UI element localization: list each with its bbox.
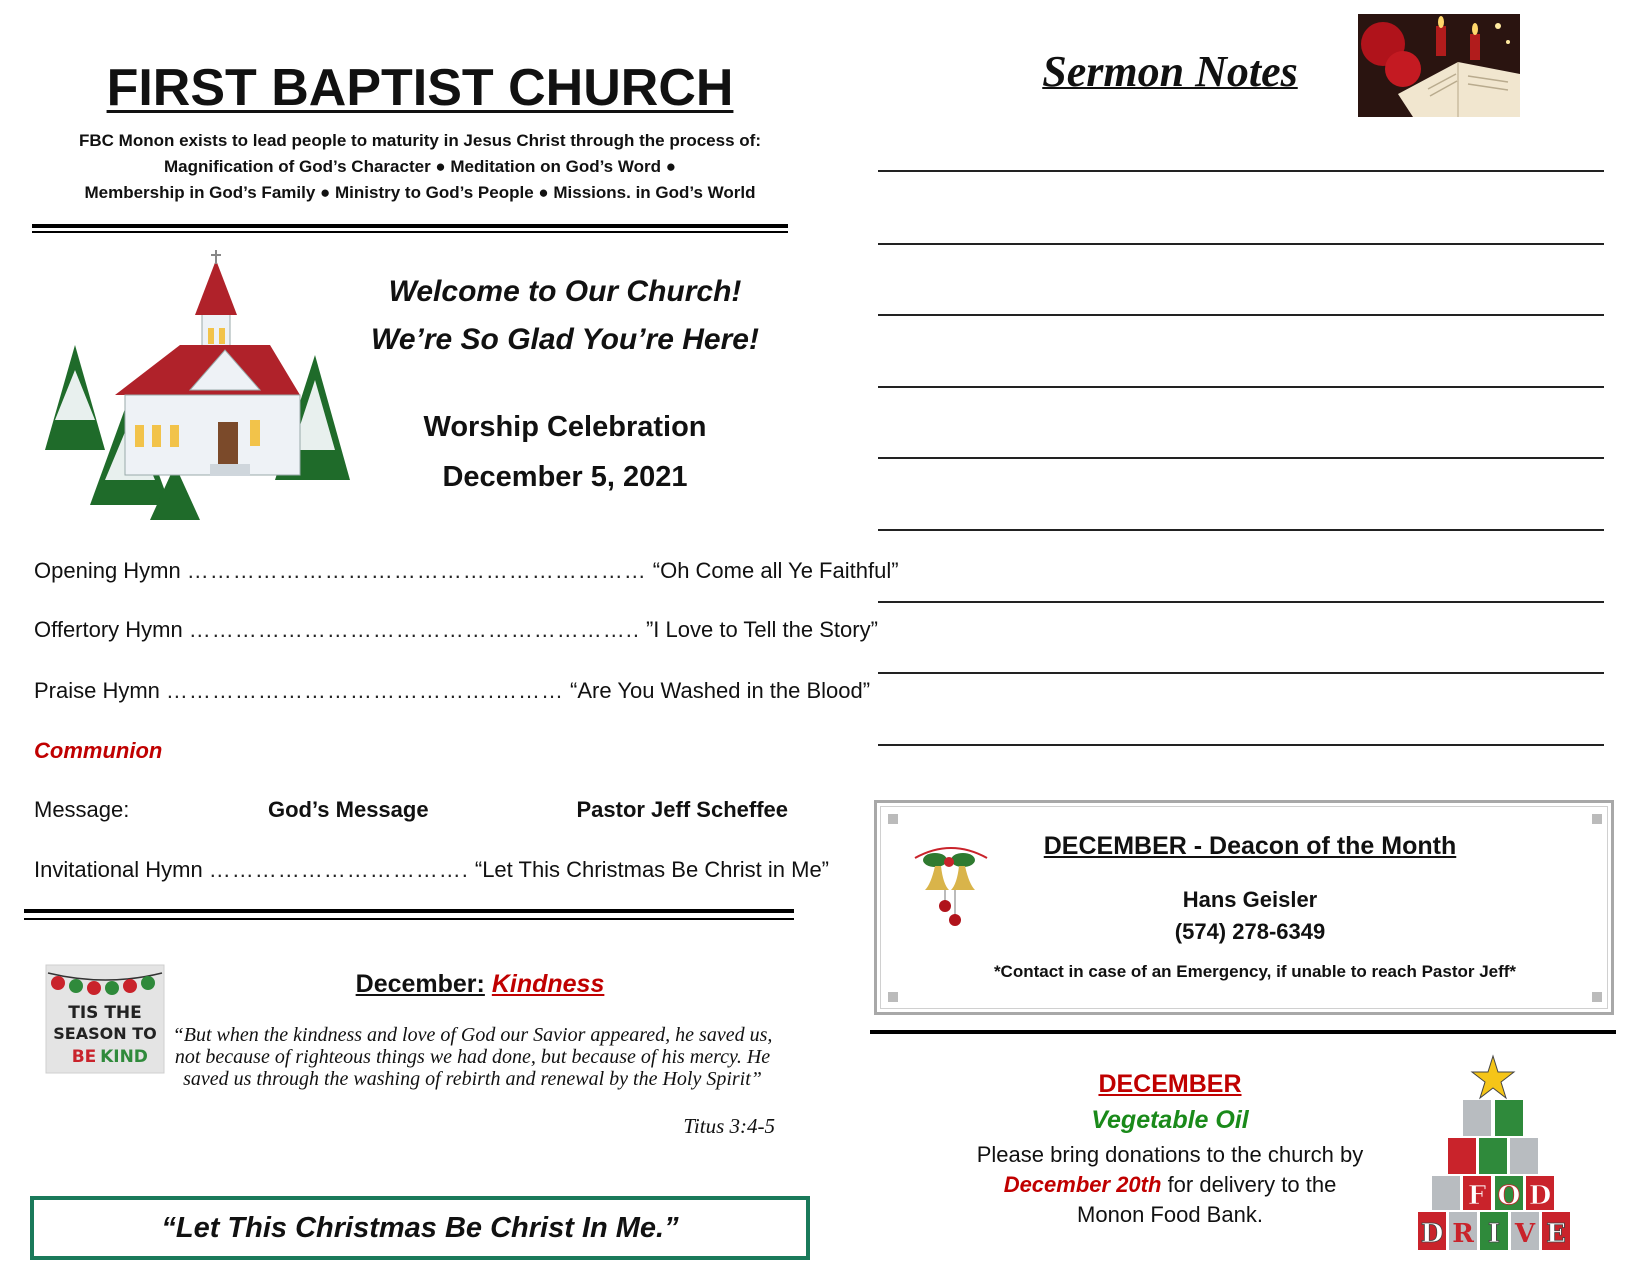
bible-candle-photo [1358,14,1520,117]
sign-text: TIS THE [68,1003,142,1023]
divider [32,224,788,228]
divider [24,918,794,920]
mission-line: Membership in God’s Family ● Ministry to God’s People ● Missions. in God’s World [84,183,756,202]
service-heading [360,402,770,502]
note-line [878,601,1604,603]
scripture-reference: Titus 3:4-5 [683,1114,775,1138]
message-speaker: Pastor Jeff Scheffee [576,797,788,822]
church-illustration [30,250,350,520]
food-drive-text: Please bring donations to the church by December 20th for delivery to the Monon Food Bank. [976,1142,1364,1227]
mission-statement [40,128,800,206]
svg-text:O: O [1497,1181,1521,1211]
season-to-be-kind-sign [46,965,164,1073]
theme-text: “Let This Christmas Be Christ In Me.” [161,1212,679,1244]
deacon-contact [1100,884,1400,948]
order-item-invitational-hymn: Invitational Hymn ……………………………. “Let This Christmas Be Christ in Me” [34,857,830,882]
deacon-phone: (574) 278-6349 [1174,919,1326,944]
kindness-heading: December: Kindness [355,970,605,998]
leader-dots: …………………………………….……… [165,678,565,703]
svg-text:I: I [1487,1219,1501,1249]
svg-text:D: D [1528,1181,1552,1211]
svg-text:D: D [1420,1219,1444,1249]
corner-ornament [888,814,898,824]
service-name: Worship Celebration [423,411,707,443]
welcome-line: Welcome to Our Church! [388,275,742,308]
corner-ornament [888,992,898,1002]
corner-ornament [1592,814,1602,824]
welcome-message [360,268,770,364]
christmas-bells-icon [905,838,997,928]
communion-label: Communion [34,738,163,763]
svg-text:BE: BE [71,1047,97,1067]
svg-text:F: F [1467,1181,1487,1211]
leader-dots: …………………………………………………… [186,558,647,583]
note-line [878,243,1604,245]
deacon-note: *Contact in case of an Emergency, if unable to reach Pastor Jeff* [993,962,1517,981]
svg-text:E: E [1546,1219,1566,1249]
order-item-offertory-hymn: Offertory Hymn ………………………………………………….. ”I Love to Tell the Story” [34,617,878,642]
deacon-name: Hans Geisler [1182,887,1318,912]
page-title: FIRST BAPTIST CHURCH [106,59,734,117]
divider [32,231,788,233]
deacon-heading: DECEMBER - Deacon of the Month [1043,832,1457,860]
svg-text:KIND: KIND [100,1047,148,1067]
welcome-line: We’re So Glad You’re Here! [371,323,759,356]
food-drive-cans-illustration [1408,1052,1578,1254]
note-line [878,529,1604,531]
divider [24,909,794,913]
message-title: God’s Message [268,797,429,822]
svg-text:R: R [1452,1219,1474,1249]
note-line [878,457,1604,459]
note-line [878,170,1604,172]
food-drive-item: Vegetable Oil [1091,1106,1249,1134]
service-date: December 5, 2021 [442,461,688,493]
order-item-message: Message: God’s Message Pastor Jeff Scheffee [34,797,788,822]
note-line [878,314,1604,316]
food-drive-date: December 20th [1003,1172,1162,1197]
sermon-notes-title: Sermon Notes [1042,47,1298,96]
leader-dots: ……………………………. [208,857,469,882]
order-item-opening-hymn: Opening Hymn …………………………………………………… “Oh Come all Ye Faithful” [34,558,899,583]
order-item-praise-hymn: Praise Hymn …………………………………….……… “Are You Washed in the Blood” [34,678,871,703]
leader-dots: ………………………………………………….. [188,617,640,642]
mission-line: FBC Monon exists to lead people to maturity in Jesus Christ through the process of: [79,131,761,150]
note-line [878,672,1604,674]
food-drive-month: DECEMBER [1098,1070,1242,1098]
corner-ornament [1592,992,1602,1002]
note-line [878,744,1604,746]
svg-text:SEASON TO: SEASON TO [53,1024,157,1043]
scripture-verse: “But when the kindness and love of God our Savior appeared, he saved us, not because of righteous things we had done, but because of his mercy. He saved us through the washing of rebirth and renewal by the Holy Spirit” [172,1024,773,1090]
note-line [878,386,1604,388]
svg-text:V: V [1514,1219,1536,1249]
divider [870,1030,1616,1034]
mission-line: Magnification of God’s Character ● Meditation on God’s Word ● [164,157,676,176]
